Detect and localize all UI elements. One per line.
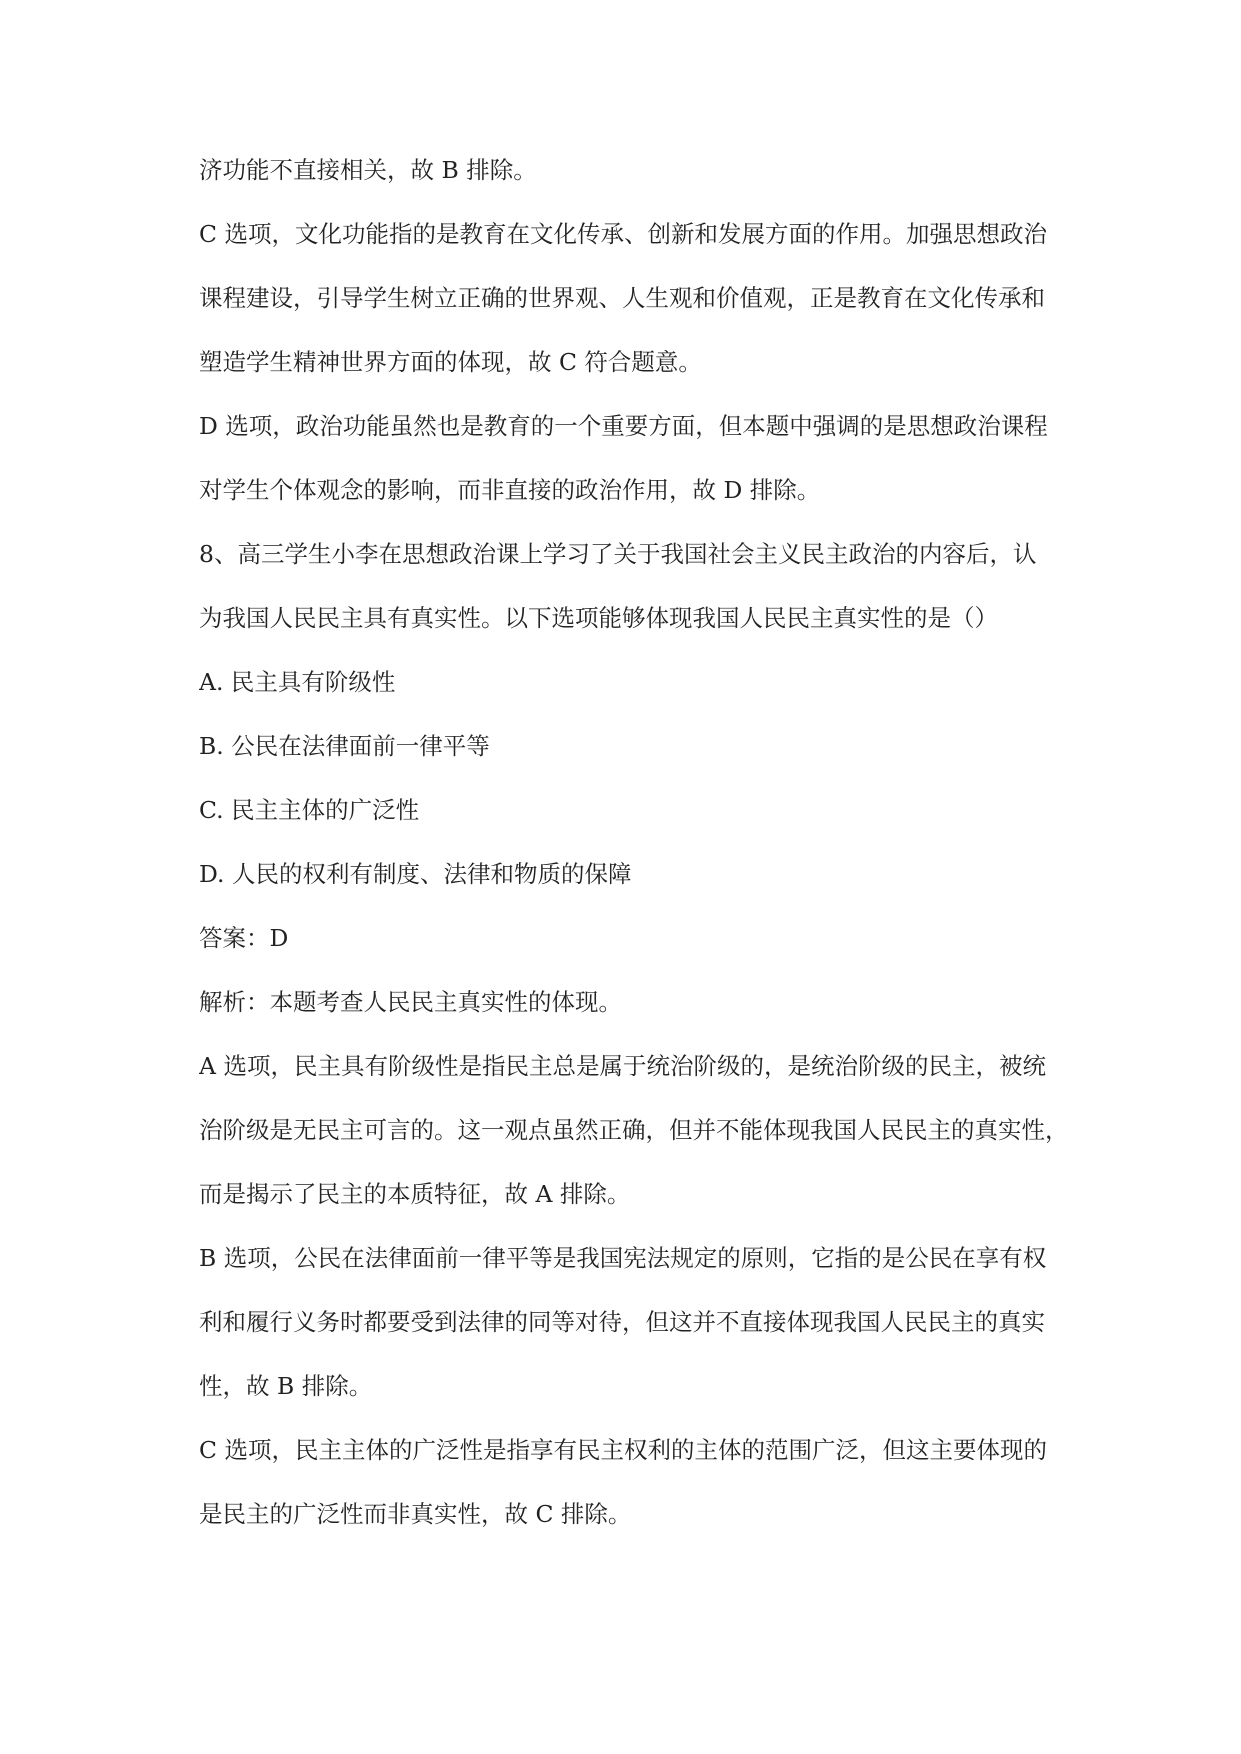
paragraph-line: 塑造学生精神世界方面的体现，故 C 符合题意。 bbox=[199, 348, 702, 376]
paragraph-line: 对学生个体观念的影响，而非直接的政治作用，故 D 排除。 bbox=[199, 476, 821, 504]
option-c: C. 民主主体的广泛性 bbox=[199, 796, 420, 824]
question-text: 为我国人民民主具有真实性。以下选项能够体现我国人民民主真实性的是（） bbox=[199, 604, 998, 632]
document-body bbox=[199, 138, 1084, 1546]
paragraph-line: 是民主的广泛性而非真实性，故 C 排除。 bbox=[199, 1500, 632, 1528]
paragraph-line: D 选项，政治功能虽然也是教育的一个重要方面，但本题中强调的是思想政治课程 bbox=[199, 412, 1048, 440]
question-text: 8、高三学生小李在思想政治课上学习了关于我国社会主义民主政治的内容后，认 bbox=[199, 540, 1037, 568]
paragraph-line: 而是揭示了民主的本质特征，故 A 排除。 bbox=[199, 1180, 631, 1208]
paragraph-line: C 选项，文化功能指的是教育在文化传承、创新和发展方面的作用。加强思想政治 bbox=[199, 220, 1047, 248]
paragraph-line: 性，故 B 排除。 bbox=[199, 1372, 373, 1400]
analysis-line: 解析：本题考查人民民主真实性的体现。 bbox=[199, 988, 622, 1016]
paragraph-line: C 选项，民主主体的广泛性是指享有民主权利的主体的范围广泛，但这主要体现的 bbox=[199, 1436, 1047, 1464]
paragraph-line: B 选项，公民在法律面前一律平等是我国宪法规定的原则，它指的是公民在享有权 bbox=[199, 1244, 1047, 1272]
paragraph-line: 治阶级是无民主可言的。这一观点虽然正确，但并不能体现我国人民民主的真实性， bbox=[199, 1116, 1069, 1144]
option-d: D. 人民的权利有制度、法律和物质的保障 bbox=[199, 860, 632, 888]
option-b: B. 公民在法律面前一律平等 bbox=[199, 732, 490, 760]
paragraph-line: 课程建设，引导学生树立正确的世界观、人生观和价值观，正是教育在文化传承和 bbox=[199, 284, 1045, 312]
option-a: A. 民主具有阶级性 bbox=[199, 668, 396, 696]
answer-line: 答案：D bbox=[199, 924, 289, 952]
paragraph-line: 济功能不直接相关，故 B 排除。 bbox=[199, 156, 537, 184]
paragraph-line: A 选项，民主具有阶级性是指民主总是属于统治阶级的，是统治阶级的民主，被统 bbox=[199, 1052, 1046, 1080]
paragraph-line: 利和履行义务时都要受到法律的同等对待，但这并不直接体现我国人民民主的真实 bbox=[199, 1308, 1045, 1336]
